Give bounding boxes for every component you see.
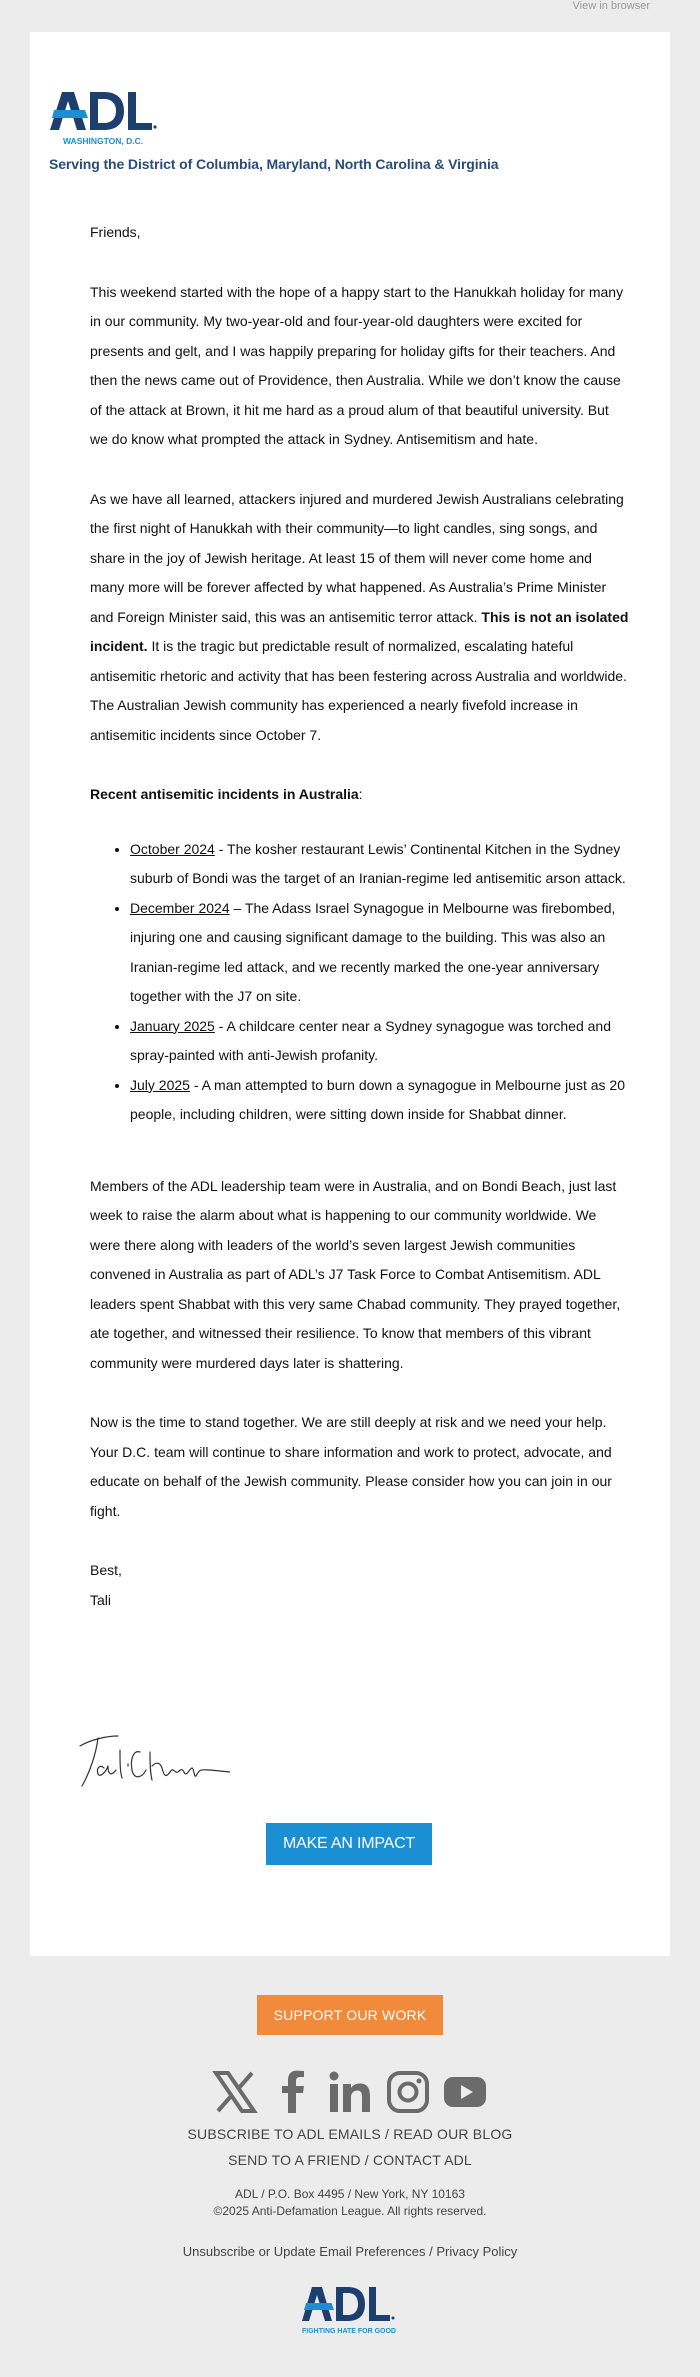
- letter-body: [90, 218, 630, 1615]
- blog-link[interactable]: READ OUR BLOG: [393, 2126, 513, 2142]
- footer-links-row-2: SEND TO A FRIEND / CONTACT ADL: [228, 2152, 472, 2168]
- support-our-work-button[interactable]: SUPPORT OUR WORK: [257, 1995, 443, 2035]
- paragraph-3: Members of the ADL leadership team were in Australia, and on Bondi Beach, just last week to raise the alarm about what is happening to our community worldwide. We were there along with leaders of the world’s seven largest Jewish communities convened in Australia as part of ADL’s J7 Task Force to Combat Antisemitism. ADL leaders spent Shabbat with this very same Chabad community. They prayed together, ate together, and witnessed their resilience. To know that members of this vibrant community were murdered days later is shattering.: [90, 1177, 621, 1371]
- social-links: [212, 2069, 488, 2115]
- footer-preferences: Unsubscribe or Update Email Preferences / Privacy Policy: [182, 2244, 518, 2259]
- incidents-heading: Recent antisemitic incidents in Australia:: [90, 786, 363, 802]
- incidents-list: [90, 835, 630, 1130]
- list-item: • July 2025 - A man attempted to burn down a synagogue in Melbourne just as 20 people, including children, were sitting down inside for Shabbat dinner.: [130, 1071, 630, 1130]
- adl-logo-icon: [48, 90, 158, 148]
- paragraph-2: As we have all learned, attackers injured and murdered Jewish Australians celebrating the first night of Hanukkah with their community—to light candles, sing songs, and share in the joy of Jewish heritage. At least 15 of them will never come home and many more will be forever affected by what happened. As Australia’s Prime Minister and Foreign Minister said, this was an antisemitic terror attack. This is not an isolated incident. It is the tragic but predictable result of normalized, escalating hateful antisemitic rhetoric and activity that has been festering across Australia and worldwide. The Australian Jewish community has experienced a nearly fivefold increase in antisemitic incidents since October 7.: [90, 490, 629, 743]
- send-to-friend-link[interactable]: SEND TO A FRIEND: [228, 2152, 361, 2168]
- footer-address: ADL / P.O. Box 4495 / New York, NY 10163: [235, 2187, 465, 2201]
- tagline: Serving the District of Columbia, Maryland, North Carolina & Virginia: [49, 156, 499, 172]
- paragraph-4: Now is the time to stand together. We are still deeply at risk and we need your help. Your D.C. team will continue to share information and work to protect, advocate, and educate on behalf of the Jewish community. Please consider how you can join in our fight.: [90, 1414, 612, 1519]
- x-icon[interactable]: [212, 2069, 258, 2115]
- email-card: [30, 32, 670, 1956]
- incident-date-link[interactable]: December 2024: [130, 899, 230, 916]
- incident-date-link[interactable]: January 2025: [130, 1017, 215, 1034]
- make-an-impact-button[interactable]: MAKE AN IMPACT: [266, 1823, 432, 1865]
- closing: Best,: [90, 1562, 122, 1578]
- adl-logo-icon: [300, 2285, 400, 2337]
- privacy-link[interactable]: Privacy Policy: [436, 2244, 518, 2259]
- paragraph-1: This weekend started with the hope of a happy start to the Hanukkah holiday for many in our community. My two-year-old and four-year-old daughters were excited for presents and gelt, and I was happily preparing for holiday gifts for their teachers. And then the news came out of Providence, then Australia. While we don’t know the cause of the attack at Brown, it hit me hard as a proud alum of that beautiful university. But we do know what prompted the attack in Sydney. Antisemitism and hate.: [90, 283, 624, 447]
- youtube-icon[interactable]: [442, 2069, 488, 2115]
- logo-sub: WASHINGTON, D.C.: [63, 136, 144, 146]
- unsubscribe-link[interactable]: Unsubscribe or Update Email Preferences: [182, 2244, 426, 2259]
- linkedin-icon[interactable]: [327, 2069, 373, 2115]
- contact-link[interactable]: CONTACT ADL: [372, 2152, 472, 2168]
- incident-date-link[interactable]: July 2025: [130, 1076, 190, 1093]
- footer-logo-tagline: FIGHTING HATE FOR GOOD: [302, 2328, 396, 2335]
- adl-dc-logo[interactable]: [48, 90, 158, 153]
- signer-name: Tali: [90, 1591, 112, 1608]
- list-item: • October 2024 - The kosher restaurant Lewis’ Continental Kitchen in the Sydney suburb of Bondi was the target of an Iranian-regime led antisemitic arson attack.: [130, 835, 630, 894]
- footer-links-row-1: SUBSCRIBE TO ADL EMAILS / READ OUR BLOG: [187, 2126, 513, 2142]
- view-in-browser-link[interactable]: View in browser: [572, 0, 650, 12]
- signature-image: [70, 1724, 230, 1799]
- incident-date-link[interactable]: October 2024: [130, 840, 215, 857]
- greeting: Friends,: [90, 224, 141, 240]
- footer-adl-logo[interactable]: [300, 2285, 400, 2342]
- subscribe-link[interactable]: SUBSCRIBE TO ADL EMAILS: [187, 2126, 381, 2142]
- footer-copyright: ©2025 Anti-Defamation League. All rights reserved.: [213, 2204, 487, 2218]
- list-item: • December 2024 – The Adass Israel Synagogue in Melbourne was firebombed, injuring one and causing significant damage to the building. This was also an Iranian-regime led attack, and we recently marked the one-year anniversary together with the J7 on site.: [130, 894, 630, 1012]
- facebook-icon[interactable]: [270, 2069, 316, 2115]
- list-item: • January 2025 - A childcare center near a Sydney synagogue was torched and spray-painted with anti-Jewish profanity.: [130, 1012, 630, 1071]
- emphasis: This is not an isolated incident.: [90, 608, 629, 654]
- instagram-icon[interactable]: [385, 2069, 431, 2115]
